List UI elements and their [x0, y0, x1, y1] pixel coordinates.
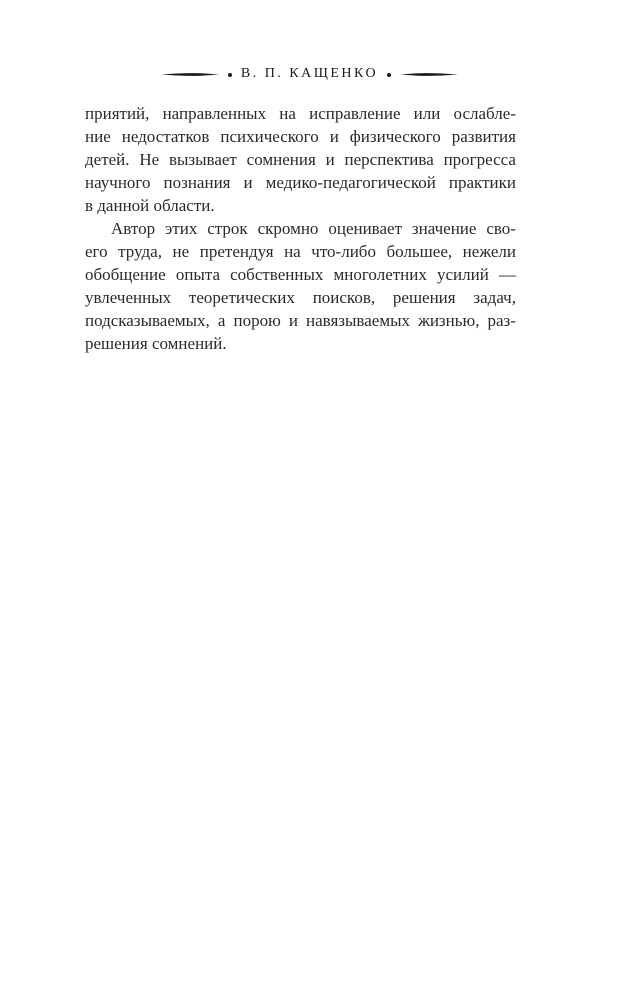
text-line: приятий, направленных на исправление или ослабле-: [85, 104, 516, 123]
text-line: научного познания и медико-педагогической практики: [85, 173, 516, 192]
running-header: [0, 64, 619, 84]
text-line: детей. Не вызывает сомнения и перспектива прогресса: [85, 150, 516, 169]
ornament-dot-right: [387, 73, 391, 77]
paragraph: [85, 217, 516, 355]
text-line: увлеченных теоретических поисков, решения задач,: [85, 288, 516, 307]
page-text: [85, 102, 516, 355]
text-line: в данной области.: [85, 196, 215, 215]
text-line: его труда, не претендуя на что-либо большее, нежели: [85, 242, 516, 261]
paragraph: [85, 102, 516, 217]
running-header-author: В. П. КАЩЕНКО: [240, 65, 379, 81]
text-line: Автор этих строк скромно оценивает значение сво-: [111, 219, 516, 238]
ornament-dot-left: [228, 73, 232, 77]
text-line: подсказываемых, а порою и навязываемых жизнью, раз-: [85, 311, 516, 330]
tapered-line-ornament-right: [400, 71, 458, 78]
text-line: решения сомнений.: [85, 334, 227, 353]
text-line: ние недостатков психического и физического развития: [85, 127, 516, 146]
text-line: обобщение опыта собственных многолетних усилий —: [85, 265, 516, 284]
tapered-line-ornament-left: [161, 71, 219, 78]
